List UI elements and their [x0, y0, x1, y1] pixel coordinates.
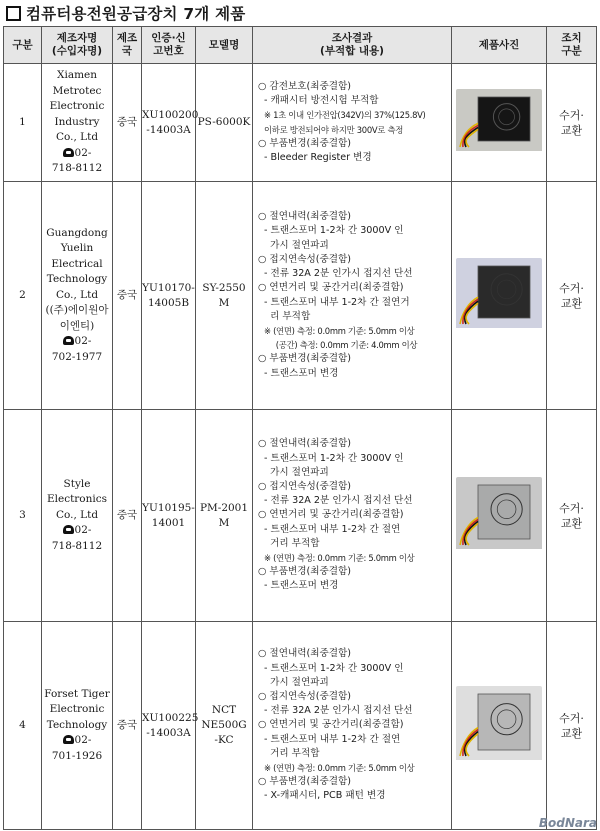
row-number: 1: [19, 116, 26, 128]
cell-model: [196, 182, 253, 410]
cert-line: 14005B: [147, 296, 190, 309]
photo-frame: [456, 477, 542, 554]
cell-result: [253, 182, 452, 410]
cert-line: YU10195-: [142, 501, 195, 514]
cell-result: [253, 622, 452, 830]
result-line: ○ 접지연속성(중결함): [258, 480, 352, 492]
result-line: ※ 1초 이내 인가전압(342V)의 37%(125.8V): [264, 110, 426, 121]
header-no: [4, 27, 42, 64]
result-line: - 트랜스포머 내부 1-2차 간 절연: [264, 523, 401, 535]
maker-line: Electronics: [46, 493, 108, 506]
cell-no: [4, 182, 42, 410]
maker-line: Technology: [46, 273, 108, 286]
maker-line: Co., Ltd: [55, 131, 99, 144]
result-line: ○ 부품변경(최중결함): [258, 137, 352, 149]
watermark-logo: BodNara: [538, 816, 597, 830]
header-photo: [452, 27, 547, 64]
result-line: (공간) 측정: 0.0mm 기준: 4.0mm 이상: [264, 340, 418, 351]
maker-line: Electronic: [49, 703, 105, 716]
phone-number: 701-1926: [51, 749, 103, 762]
result-line: 거리 부적합: [264, 747, 320, 759]
result-line: ○ 감전보호(최중결함): [258, 80, 352, 92]
header-country: [113, 27, 142, 64]
model-line: SY-2550: [202, 281, 246, 294]
checkbox-square-icon: [6, 6, 21, 21]
result-line: ○ 절연내력(최중결함): [258, 648, 352, 660]
result-line: ○ 연면거리 및 공간거리(최중결함): [258, 509, 404, 521]
product-photo-1: [456, 89, 542, 151]
cell-action: [547, 622, 597, 830]
result-line: ※ (연면) 측정: 0.0mm 기준: 5.0mm 이상: [264, 325, 415, 336]
header-cert-text: 인증·신 고번호: [151, 32, 186, 57]
result-line: - 전류 32A 2분 인가시 접지선 단선: [264, 705, 413, 717]
row-number: 3: [19, 509, 26, 521]
result-line: 가시 절연파괴: [264, 466, 329, 478]
result-line: ○ 부품변경(최중결함): [258, 353, 352, 365]
result-line: - Bleeder Register 변경: [264, 151, 372, 163]
header-model-text: 모델명: [208, 38, 240, 51]
photo-frame: [456, 89, 542, 156]
model-line: PS-6000K: [197, 116, 251, 128]
header-result-text: 조사결과 (부적합 내용): [320, 32, 384, 57]
cell-no: [4, 622, 42, 830]
cell-country: [113, 622, 142, 830]
cell-country: [113, 182, 142, 410]
phone-prefix: 02-: [74, 335, 92, 348]
cell-photo: [452, 182, 547, 410]
table-row: [4, 622, 597, 830]
phone-number: 702-1977: [51, 350, 103, 363]
maker-line: Electronic: [49, 100, 105, 113]
table-row: [4, 410, 597, 622]
maker-line: Xiamen: [56, 69, 98, 82]
result-line: ○ 연면거리 및 공간거리(최중결함): [258, 282, 404, 294]
maker-line: 이엔티): [59, 319, 95, 332]
phone-icon: [63, 148, 74, 157]
header-result: [253, 27, 452, 64]
header-cert: [142, 27, 196, 64]
page-title-row: [6, 2, 245, 24]
header-action: [547, 27, 597, 64]
phone-prefix: 02-: [74, 146, 92, 159]
maker-phone: [44, 334, 110, 350]
header-no-text: 구분: [12, 38, 33, 51]
photo-frame: [456, 686, 542, 765]
action-line: 교환: [560, 296, 583, 310]
result-line: ○ 연면거리 및 공간거리(최중결함): [258, 719, 404, 731]
cell-maker: [42, 622, 113, 830]
country-value: 중국: [116, 116, 138, 128]
header-maker: [42, 27, 113, 64]
action-line: 수거·: [559, 108, 584, 122]
maker-line: Metrotec: [52, 84, 102, 97]
result-line: - X-캐패시터, PCB 패턴 변경: [264, 790, 386, 802]
result-line: 가시 절연파괴: [264, 239, 329, 251]
result-line: - 전류 32A 2분 인가시 접지선 단선: [264, 268, 413, 280]
maker-line: Guangdong: [46, 226, 108, 239]
cell-model: [196, 622, 253, 830]
country-value: 중국: [116, 289, 138, 301]
cert-line: -14003A: [146, 123, 191, 136]
result-line: ○ 접지연속성(중결함): [258, 253, 352, 265]
cell-cert: [142, 64, 199, 182]
cell-cert: [142, 182, 196, 410]
cell-photo: [452, 410, 547, 622]
cell-photo: [452, 622, 547, 830]
result-line: ○ 부품변경(최중결함): [258, 776, 352, 788]
country-value: 중국: [116, 719, 138, 731]
phone-number: 718-8112: [51, 539, 103, 552]
maker-line: Yuelin: [60, 242, 94, 255]
phone-prefix: 02-: [74, 524, 92, 537]
recall-table: [3, 26, 597, 830]
phone-prefix: 02-: [74, 734, 92, 747]
cell-country: [113, 64, 142, 182]
maker-phone: [44, 523, 110, 539]
cell-no: [4, 64, 42, 182]
result-line: ○ 접지연속성(중결함): [258, 690, 352, 702]
result-line: 이하로 방전되어야 하지만 300V로 측정: [264, 124, 404, 135]
result-line: - 캐패시터 방전시험 부적합: [264, 95, 379, 107]
cell-no: [4, 410, 42, 622]
cell-cert: [142, 410, 196, 622]
result-line: ※ (연면) 측정: 0.0mm 기준: 5.0mm 이상: [264, 763, 415, 773]
header-action-text: 조치 구분: [561, 32, 582, 57]
result-line: - 전류 32A 2분 인가시 접지선 단선: [264, 495, 413, 507]
row-number: 2: [19, 289, 26, 301]
action-line: 교환: [560, 123, 583, 137]
cert-line: YU10170-: [142, 281, 195, 294]
result-line: ○ 부품변경(최중결함): [258, 566, 352, 578]
cert-line: XU100200: [142, 108, 199, 121]
cert-line: XU100225: [142, 711, 199, 724]
cell-maker: [42, 64, 113, 182]
result-line: ○ 절연내력(최중결함): [258, 438, 352, 450]
cert-line: -14003A: [146, 726, 191, 739]
result-line: - 트랜스포머 내부 1-2차 간 절연: [264, 733, 401, 745]
maker-line: Industry: [54, 115, 100, 128]
action-line: 수거·: [559, 501, 584, 515]
header-maker-text: 제조자명 (수입자명): [51, 32, 103, 57]
cell-country: [113, 410, 142, 622]
cell-maker: [42, 410, 113, 622]
action-line: 교환: [560, 516, 583, 530]
photo-frame: [456, 258, 542, 333]
result-line: - 트랜스포머 변경: [264, 367, 339, 379]
cert-line: 14001: [151, 516, 186, 529]
model-line: -KC: [214, 734, 234, 746]
result-line: - 트랜스포머 1-2차 간 3000V 인: [264, 452, 404, 464]
header-row: [4, 27, 597, 64]
action-line: 교환: [560, 726, 583, 740]
cell-action: [547, 410, 597, 622]
result-line: - 트랜스포머 1-2차 간 3000V 인: [264, 662, 404, 674]
model-line: PM-2001: [199, 501, 249, 514]
maker-phone: [44, 146, 110, 162]
model-line: NCT: [211, 704, 237, 716]
maker-line: Style: [63, 477, 91, 490]
cell-photo: [452, 64, 547, 182]
header-model: [196, 27, 253, 64]
result-line: - 트랜스포머 변경: [264, 580, 339, 592]
phone-icon: [63, 525, 74, 534]
cell-result: [253, 410, 452, 622]
row-number: 4: [19, 719, 26, 731]
action-line: 수거·: [559, 711, 584, 725]
result-line: 리 부적합: [264, 310, 311, 322]
phone-icon: [63, 735, 74, 744]
table-row: [4, 182, 597, 410]
result-line: - 트랜스포머 1-2차 간 3000V 인: [264, 225, 404, 237]
cell-maker: [42, 182, 113, 410]
maker-line: Co., Ltd: [55, 288, 99, 301]
cell-cert: [142, 622, 199, 830]
model-line: M: [218, 516, 230, 529]
product-photo-3: [456, 477, 542, 549]
maker-line: Technology: [46, 718, 108, 731]
action-line: 수거·: [559, 281, 584, 295]
result-line: 가시 절연파괴: [264, 676, 329, 688]
header-country-text: 제조 국: [116, 32, 138, 57]
product-photo-4: [456, 686, 542, 760]
maker-line: Electrical: [51, 257, 103, 270]
phone-number: 718-8112: [51, 162, 103, 175]
product-photo-2: [456, 258, 542, 328]
maker-line: Co., Ltd: [55, 508, 99, 521]
cell-action: [547, 182, 597, 410]
cell-action: [547, 64, 597, 182]
result-line: ○ 절연내력(최중결함): [258, 211, 352, 223]
header-photo-text: 제품사진: [478, 38, 520, 51]
result-line: - 트랜스포머 내부 1-2차 간 절연거: [264, 296, 410, 308]
table-row: [4, 64, 597, 182]
maker-line: ((주)에이원아: [45, 304, 109, 317]
cell-model: [196, 410, 253, 622]
maker-line: Forset Tiger: [44, 687, 110, 700]
cell-result: [253, 64, 452, 182]
maker-phone: [44, 733, 110, 749]
model-line: NE500G: [201, 719, 247, 731]
page-title: 컴퓨터용전원공급장치 7개 제품: [26, 5, 246, 23]
result-line: ※ (연면) 측정: 0.0mm 기준: 5.0mm 이상: [264, 553, 415, 563]
phone-icon: [63, 336, 74, 345]
result-line: 거리 부적합: [264, 537, 320, 549]
cell-model: [196, 64, 253, 182]
country-value: 중국: [116, 509, 138, 521]
model-line: M: [218, 296, 230, 309]
